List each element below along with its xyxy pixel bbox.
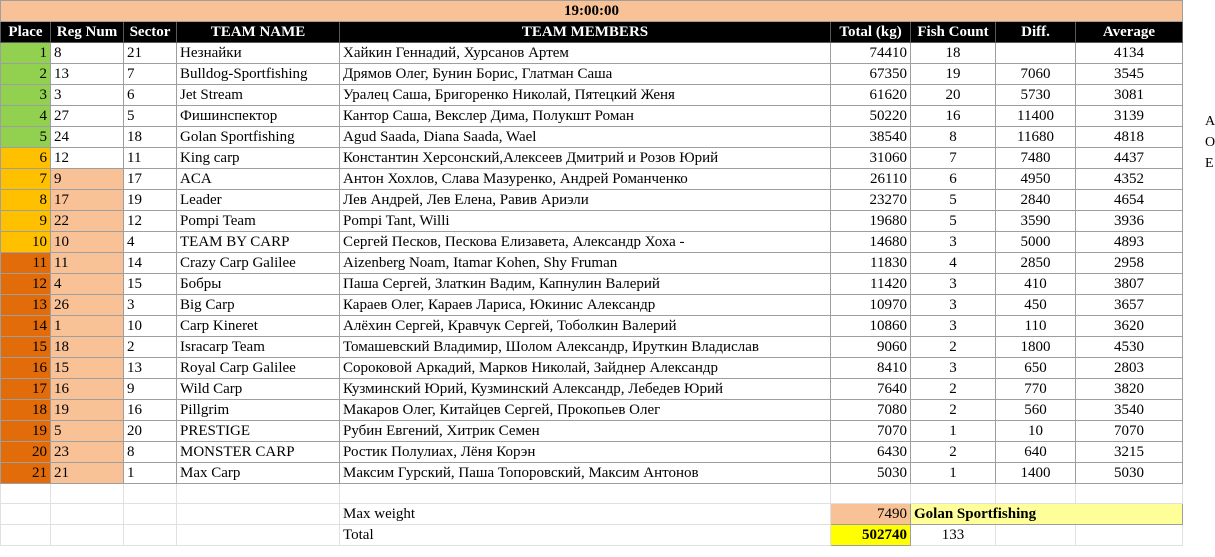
average-cell[interactable]: 2958 (1076, 253, 1183, 274)
sector-cell[interactable]: 20 (124, 421, 177, 442)
diff-cell[interactable]: 5730 (996, 85, 1076, 106)
empty-cell[interactable] (124, 504, 177, 525)
total-cell[interactable]: 7640 (831, 379, 911, 400)
reg-num-cell[interactable]: 19 (51, 400, 124, 421)
table-row (1, 463, 1183, 484)
team-members-cell[interactable]: Pompi Tant, Willi (340, 211, 831, 232)
team-name-cell[interactable]: Leader (177, 190, 340, 211)
fish-count-cell[interactable]: 5 (911, 190, 996, 211)
team-members-cell[interactable]: Кузминский Юрий, Кузминский Александр, Лебедев Юрий (340, 379, 831, 400)
fish-count-cell[interactable]: 7 (911, 148, 996, 169)
sector-cell[interactable]: 16 (124, 400, 177, 421)
fish-count-cell[interactable]: 5 (911, 211, 996, 232)
average-cell[interactable]: 3807 (1076, 274, 1183, 295)
empty-cell[interactable] (911, 484, 996, 504)
place-cell[interactable]: 21 (1, 463, 51, 484)
average-cell[interactable]: 3657 (1076, 295, 1183, 316)
total-weight-value[interactable]: 502740 (831, 525, 911, 546)
team-members-cell[interactable]: Кантор Саша, Векслер Дима, Полукшт Роман (340, 106, 831, 127)
average-cell[interactable]: 3081 (1076, 85, 1183, 106)
total-cell[interactable]: 10970 (831, 295, 911, 316)
place-cell[interactable]: 2 (1, 64, 51, 85)
total-cell[interactable]: 6430 (831, 442, 911, 463)
place-cell[interactable]: 13 (1, 295, 51, 316)
overflow-text: E (1205, 156, 1214, 171)
empty-cell[interactable] (124, 525, 177, 546)
empty-cell[interactable] (1, 484, 51, 504)
average-cell[interactable]: 2803 (1076, 358, 1183, 379)
team-members-cell[interactable]: Уралец Саша, Бригоренко Николай, Пятецкий Женя (340, 85, 831, 106)
total-cell[interactable]: 31060 (831, 148, 911, 169)
sector-cell[interactable]: 11 (124, 148, 177, 169)
empty-cell[interactable] (177, 484, 340, 504)
empty-cell[interactable] (1076, 484, 1183, 504)
reg-num-cell[interactable]: 10 (51, 232, 124, 253)
place-cell[interactable]: 8 (1, 190, 51, 211)
total-cell[interactable]: 74410 (831, 43, 911, 64)
team-name-cell[interactable]: Фишинспектор (177, 106, 340, 127)
place-cell[interactable]: 12 (1, 274, 51, 295)
team-name-cell[interactable]: Pillgrim (177, 400, 340, 421)
header-team-members[interactable]: TEAM MEMBERS (340, 22, 831, 43)
results-body (1, 43, 1183, 484)
team-members-cell[interactable]: Лев Андрей, Лев Елена, Равив Ариэли (340, 190, 831, 211)
total-cell[interactable]: 50220 (831, 106, 911, 127)
fish-count-cell[interactable]: 20 (911, 85, 996, 106)
diff-cell[interactable]: 5000 (996, 232, 1076, 253)
fish-count-cell[interactable]: 18 (911, 43, 996, 64)
team-members-cell[interactable]: Антон Хохлов, Слава Мазуренко, Андрей Романченко (340, 169, 831, 190)
place-cell[interactable]: 19 (1, 421, 51, 442)
reg-num-cell[interactable]: 1 (51, 316, 124, 337)
team-members-cell[interactable]: Максим Гурский, Паша Топоровский, Максим Антонов (340, 463, 831, 484)
table-row (1, 358, 1183, 379)
reg-num-cell[interactable]: 22 (51, 211, 124, 232)
empty-cell[interactable] (51, 504, 124, 525)
diff-cell[interactable]: 650 (996, 358, 1076, 379)
average-cell[interactable]: 4654 (1076, 190, 1183, 211)
fish-count-cell[interactable]: 3 (911, 316, 996, 337)
table-row (1, 106, 1183, 127)
sector-cell[interactable]: 6 (124, 85, 177, 106)
table-row (1, 253, 1183, 274)
empty-cell[interactable] (51, 484, 124, 504)
overflow-text: A (1205, 114, 1215, 129)
sector-cell[interactable]: 21 (124, 43, 177, 64)
header-fish-count[interactable]: Fish Count (911, 22, 996, 43)
team-name-cell[interactable]: Royal Carp Galilee (177, 358, 340, 379)
average-cell[interactable]: 3620 (1076, 316, 1183, 337)
diff-cell[interactable]: 11680 (996, 127, 1076, 148)
team-name-cell[interactable]: Bulldog-Sportfishing (177, 64, 340, 85)
total-row (1, 525, 1183, 546)
table-row (1, 211, 1183, 232)
sector-cell[interactable]: 17 (124, 169, 177, 190)
total-label[interactable]: Total (340, 525, 831, 546)
diff-cell[interactable]: 7060 (996, 64, 1076, 85)
fish-count-cell[interactable]: 16 (911, 106, 996, 127)
table-row (1, 400, 1183, 421)
total-cell[interactable]: 7080 (831, 400, 911, 421)
sector-cell[interactable]: 13 (124, 358, 177, 379)
total-cell[interactable]: 38540 (831, 127, 911, 148)
team-name-cell[interactable]: Max Carp (177, 463, 340, 484)
empty-cell[interactable] (124, 484, 177, 504)
max-weight-label[interactable]: Max weight (340, 504, 831, 525)
average-cell[interactable]: 3820 (1076, 379, 1183, 400)
max-weight-value[interactable]: 7490 (831, 504, 911, 525)
place-cell[interactable]: 20 (1, 442, 51, 463)
overflow-text: O (1205, 135, 1215, 150)
reg-num-cell[interactable]: 5 (51, 421, 124, 442)
team-members-cell[interactable]: Алёхин Сергей, Кравчук Сергей, Тоболкин Валерий (340, 316, 831, 337)
total-cell[interactable]: 9060 (831, 337, 911, 358)
team-members-cell[interactable]: Сергей Песков, Пескова Елизавета, Александр Хоха - (340, 232, 831, 253)
table-row (1, 64, 1183, 85)
diff-cell[interactable]: 3590 (996, 211, 1076, 232)
team-members-cell[interactable]: Дрямов Олег, Бунин Борис, Глатман Саша (340, 64, 831, 85)
empty-cell[interactable] (996, 484, 1076, 504)
fish-count-cell[interactable]: 2 (911, 379, 996, 400)
team-name-cell[interactable]: Golan Sportfishing (177, 127, 340, 148)
place-cell[interactable]: 17 (1, 379, 51, 400)
total-fish-value[interactable]: 133 (911, 525, 996, 546)
sector-cell[interactable]: 9 (124, 379, 177, 400)
sector-cell[interactable]: 2 (124, 337, 177, 358)
fish-count-cell[interactable]: 3 (911, 295, 996, 316)
table-row (1, 421, 1183, 442)
total-cell[interactable]: 26110 (831, 169, 911, 190)
team-members-cell[interactable]: Сороковой Аркадий, Марков Николай, Зайднер Александр (340, 358, 831, 379)
place-cell[interactable]: 11 (1, 253, 51, 274)
empty-cell[interactable] (831, 484, 911, 504)
reg-num-cell[interactable]: 18 (51, 337, 124, 358)
empty-cell[interactable] (1076, 525, 1183, 546)
time-cell[interactable]: 19:00:00 (1, 1, 1183, 22)
team-name-cell[interactable]: Бобры (177, 274, 340, 295)
place-cell[interactable]: 14 (1, 316, 51, 337)
team-members-cell[interactable]: Томашевский Владимир, Шолом Александр, Ируткин Владислав (340, 337, 831, 358)
team-members-cell[interactable]: Aizenberg Noam, Itamar Kohen, Shy Fruman (340, 253, 831, 274)
team-members-cell[interactable]: Рубин Евгений, Хитрик Семен (340, 421, 831, 442)
diff-cell[interactable]: 7480 (996, 148, 1076, 169)
empty-cell[interactable] (1, 525, 51, 546)
spacer-row (1, 484, 1183, 504)
table-row (1, 148, 1183, 169)
diff-cell[interactable]: 4950 (996, 169, 1076, 190)
reg-num-cell[interactable]: 23 (51, 442, 124, 463)
reg-num-cell[interactable]: 9 (51, 169, 124, 190)
fish-count-cell[interactable]: 2 (911, 400, 996, 421)
place-cell[interactable]: 16 (1, 358, 51, 379)
team-members-cell[interactable]: Константин Херсонский,Алексеев Дмитрий и Розов Юрий (340, 148, 831, 169)
diff-cell[interactable] (996, 43, 1076, 64)
fish-count-cell[interactable]: 2 (911, 442, 996, 463)
team-name-cell[interactable]: TEAM BY CARP (177, 232, 340, 253)
team-name-cell[interactable]: Big Carp (177, 295, 340, 316)
sector-cell[interactable]: 1 (124, 463, 177, 484)
place-cell[interactable]: 6 (1, 148, 51, 169)
team-name-cell[interactable]: King carp (177, 148, 340, 169)
diff-cell[interactable]: 640 (996, 442, 1076, 463)
place-cell[interactable]: 10 (1, 232, 51, 253)
diff-cell[interactable]: 450 (996, 295, 1076, 316)
header-row (1, 22, 1183, 43)
table-row (1, 379, 1183, 400)
header-diff[interactable]: Diff. (996, 22, 1076, 43)
sector-cell[interactable]: 19 (124, 190, 177, 211)
empty-cell[interactable] (177, 525, 340, 546)
sector-cell[interactable]: 12 (124, 211, 177, 232)
total-cell[interactable]: 67350 (831, 64, 911, 85)
total-cell[interactable]: 61620 (831, 85, 911, 106)
total-cell[interactable]: 19680 (831, 211, 911, 232)
empty-cell[interactable] (51, 525, 124, 546)
total-cell[interactable]: 23270 (831, 190, 911, 211)
average-cell[interactable]: 3540 (1076, 400, 1183, 421)
fish-count-cell[interactable]: 2 (911, 337, 996, 358)
team-members-cell[interactable]: Ростик Полулиах, Лёня Корэн (340, 442, 831, 463)
team-members-cell[interactable]: Караев Олег, Караев Лариса, Юкинис Александр (340, 295, 831, 316)
average-cell[interactable]: 4134 (1076, 43, 1183, 64)
team-members-cell[interactable]: Хайкин Геннадий, Хурсанов Артем (340, 43, 831, 64)
reg-num-cell[interactable]: 17 (51, 190, 124, 211)
diff-cell[interactable]: 11400 (996, 106, 1076, 127)
sector-cell[interactable]: 7 (124, 64, 177, 85)
fish-count-cell[interactable]: 19 (911, 64, 996, 85)
reg-num-cell[interactable]: 3 (51, 85, 124, 106)
team-name-cell[interactable]: Pompi Team (177, 211, 340, 232)
fish-count-cell[interactable]: 3 (911, 358, 996, 379)
team-name-cell[interactable]: ACA (177, 169, 340, 190)
reg-num-cell[interactable]: 11 (51, 253, 124, 274)
place-cell[interactable]: 15 (1, 337, 51, 358)
table-row (1, 127, 1183, 148)
header-place[interactable]: Place (1, 22, 51, 43)
fish-count-cell[interactable]: 6 (911, 169, 996, 190)
header-team-name[interactable]: TEAM NAME (177, 22, 340, 43)
place-cell[interactable]: 18 (1, 400, 51, 421)
average-cell[interactable]: 4530 (1076, 337, 1183, 358)
average-cell[interactable]: 4437 (1076, 148, 1183, 169)
place-cell[interactable]: 4 (1, 106, 51, 127)
empty-cell[interactable] (996, 525, 1076, 546)
total-cell[interactable]: 11830 (831, 253, 911, 274)
team-members-cell[interactable]: Паша Сергей, Златкин Вадим, Капнулин Валерий (340, 274, 831, 295)
reg-num-cell[interactable]: 8 (51, 43, 124, 64)
reg-num-cell[interactable]: 4 (51, 274, 124, 295)
reg-num-cell[interactable]: 13 (51, 64, 124, 85)
diff-cell[interactable]: 770 (996, 379, 1076, 400)
average-cell[interactable]: 4352 (1076, 169, 1183, 190)
table-row (1, 232, 1183, 253)
diff-cell[interactable]: 560 (996, 400, 1076, 421)
diff-cell[interactable]: 1400 (996, 463, 1076, 484)
fish-count-cell[interactable]: 3 (911, 232, 996, 253)
table-row (1, 274, 1183, 295)
empty-cell[interactable] (340, 484, 831, 504)
team-members-cell[interactable]: Макаров Олег, Китайцев Сергей, Прокопьев Олег (340, 400, 831, 421)
table-row (1, 85, 1183, 106)
diff-cell[interactable]: 110 (996, 316, 1076, 337)
team-name-cell[interactable]: Crazy Carp Galilee (177, 253, 340, 274)
sector-cell[interactable]: 18 (124, 127, 177, 148)
average-cell[interactable]: 5030 (1076, 463, 1183, 484)
empty-cell[interactable] (1, 504, 51, 525)
diff-cell[interactable]: 2850 (996, 253, 1076, 274)
average-cell[interactable]: 4893 (1076, 232, 1183, 253)
header-total[interactable]: Total (kg) (831, 22, 911, 43)
total-cell[interactable]: 14680 (831, 232, 911, 253)
place-cell[interactable]: 3 (1, 85, 51, 106)
reg-num-cell[interactable]: 27 (51, 106, 124, 127)
header-reg-num[interactable]: Reg Num (51, 22, 124, 43)
table-row (1, 316, 1183, 337)
place-cell[interactable]: 7 (1, 169, 51, 190)
fish-count-cell[interactable]: 1 (911, 463, 996, 484)
header-average[interactable]: Average (1076, 22, 1183, 43)
diff-cell[interactable]: 10 (996, 421, 1076, 442)
sector-cell[interactable]: 5 (124, 106, 177, 127)
place-cell[interactable]: 5 (1, 127, 51, 148)
table-row (1, 169, 1183, 190)
average-cell[interactable]: 7070 (1076, 421, 1183, 442)
place-cell[interactable]: 1 (1, 43, 51, 64)
fish-count-cell[interactable]: 3 (911, 274, 996, 295)
team-name-cell[interactable]: PRESTIGE (177, 421, 340, 442)
empty-cell[interactable] (177, 504, 340, 525)
reg-num-cell[interactable]: 24 (51, 127, 124, 148)
sector-cell[interactable]: 4 (124, 232, 177, 253)
average-cell[interactable]: 3545 (1076, 64, 1183, 85)
team-name-cell[interactable]: Isracarp Team (177, 337, 340, 358)
diff-cell[interactable]: 2840 (996, 190, 1076, 211)
sector-cell[interactable]: 14 (124, 253, 177, 274)
fish-count-cell[interactable]: 8 (911, 127, 996, 148)
diff-cell[interactable]: 410 (996, 274, 1076, 295)
average-cell[interactable]: 3139 (1076, 106, 1183, 127)
reg-num-cell[interactable]: 16 (51, 379, 124, 400)
total-cell[interactable]: 5030 (831, 463, 911, 484)
place-cell[interactable]: 9 (1, 211, 51, 232)
reg-num-cell[interactable]: 15 (51, 358, 124, 379)
team-members-cell[interactable]: Agud Saada, Diana Saada, Wael (340, 127, 831, 148)
table-row (1, 295, 1183, 316)
sector-cell[interactable]: 15 (124, 274, 177, 295)
table-row (1, 43, 1183, 64)
total-cell[interactable]: 10860 (831, 316, 911, 337)
average-cell[interactable]: 4818 (1076, 127, 1183, 148)
average-cell[interactable]: 3215 (1076, 442, 1183, 463)
max-weight-team[interactable]: Golan Sportfishing (911, 504, 1183, 525)
overflow-column (1203, 0, 1213, 557)
reg-num-cell[interactable]: 12 (51, 148, 124, 169)
diff-cell[interactable]: 1800 (996, 337, 1076, 358)
total-cell[interactable]: 7070 (831, 421, 911, 442)
total-cell[interactable]: 8410 (831, 358, 911, 379)
sector-cell[interactable]: 10 (124, 316, 177, 337)
team-name-cell[interactable]: Jet Stream (177, 85, 340, 106)
team-name-cell[interactable]: Wild Carp (177, 379, 340, 400)
sector-cell[interactable]: 8 (124, 442, 177, 463)
fish-count-cell[interactable]: 4 (911, 253, 996, 274)
team-name-cell[interactable]: Незнайки (177, 43, 340, 64)
reg-num-cell[interactable]: 21 (51, 463, 124, 484)
table-row (1, 190, 1183, 211)
average-cell[interactable]: 3936 (1076, 211, 1183, 232)
table-row (1, 442, 1183, 463)
team-name-cell[interactable]: MONSTER CARP (177, 442, 340, 463)
fish-count-cell[interactable]: 1 (911, 421, 996, 442)
total-cell[interactable]: 11420 (831, 274, 911, 295)
header-sector[interactable]: Sector (124, 22, 177, 43)
team-name-cell[interactable]: Carp Kineret (177, 316, 340, 337)
reg-num-cell[interactable]: 26 (51, 295, 124, 316)
table-row (1, 337, 1183, 358)
max-weight-row (1, 504, 1183, 525)
sector-cell[interactable]: 3 (124, 295, 177, 316)
